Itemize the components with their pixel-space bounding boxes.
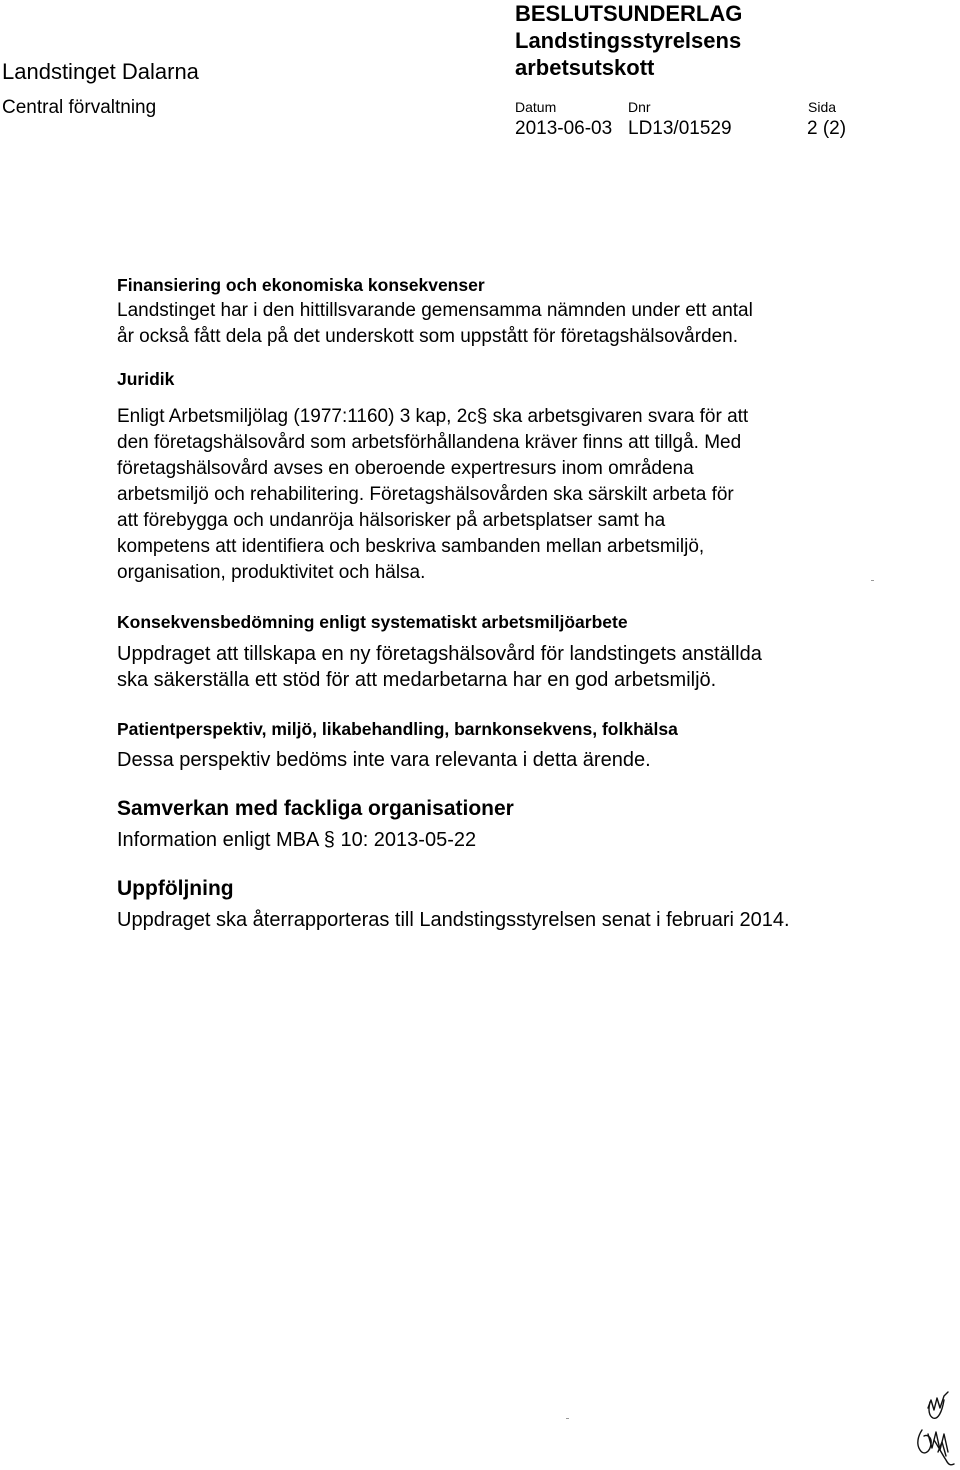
page-number: 2 (2) (807, 118, 847, 139)
scan-speck (566, 1418, 569, 1419)
section-heading: Juridik (117, 369, 175, 389)
date-value: 2013-06-03 (515, 118, 613, 139)
paragraph-line: Uppdraget ska återrapporteras till Landstingsstyrelsen senat i februari 2014. (117, 909, 790, 931)
section-heading: Uppföljning (117, 877, 234, 900)
section-paragraph (117, 404, 917, 586)
section-uppfoljning (117, 875, 917, 933)
paragraph-line: organisation, produktivitet och hälsa. (117, 562, 426, 583)
section-paragraph (117, 907, 917, 933)
paragraph-line: ska säkerställa ett stöd för att medarbetarna har en god arbetsmiljö. (117, 669, 717, 691)
section-patientperspektiv (117, 716, 917, 773)
paragraph-line: kompetens att identifiera och beskriva sambanden mellan arbetsmiljö, (117, 536, 705, 557)
paragraph-line: Enligt Arbetsmiljölag (1977:1160) 3 kap, 2c§ ska arbetsgivaren svara för att (117, 406, 749, 427)
date-label: Datum (515, 99, 557, 115)
paragraph-line: företagshälsovård avses en oberoende expertresurs inom områdena (117, 458, 694, 479)
section-heading: Finansiering och ekonomiska konsekvenser (117, 275, 485, 295)
section-samverkan (117, 795, 917, 853)
document-recipient-line-1: Landstingsstyrelsens (515, 28, 742, 53)
section-paragraph (117, 641, 917, 693)
paragraph-line: Information enligt MBA § 10: 2013-05-22 (117, 829, 477, 851)
section-heading: Samverkan med fackliga organisationer (117, 797, 514, 820)
scan-speck (871, 580, 874, 581)
paragraph-line: år också fått dela på det underskott som uppstått för företagshälsovården. (117, 326, 739, 347)
dnr-label: Dnr (628, 99, 651, 115)
document-type: BESLUTSUNDERLAG (515, 1, 743, 26)
paragraph-line: Uppdraget att tillskapa en ny företagshälsovård för landstingets anställda (117, 643, 762, 665)
section-heading: Patientperspektiv, miljö, likabehandling, barnkonsekvens, folkhälsa (117, 719, 678, 739)
paragraph-line: den företagshälsovård som arbetsförhållandena kräver finns att tillgå. Med (117, 432, 742, 453)
organization-name: Landstinget Dalarna (2, 59, 199, 84)
paragraph-line: Landstinget har i den hittillsvarande gemensamma nämnden under ett antal (117, 300, 753, 321)
section-konsekvensbedomning (117, 609, 917, 693)
dnr-value: LD13/01529 (628, 118, 732, 139)
section-paragraph (117, 298, 917, 350)
section-paragraph (117, 747, 917, 773)
paragraph-line: att förebygga och undanröja hälsorisker på arbetsplatser samt ha (117, 510, 666, 531)
document-body (117, 272, 917, 933)
paragraph-line: arbetsmiljö och rehabilitering. Företagshälsovården ska särskilt arbeta för (117, 484, 734, 505)
paragraph-line: Dessa perspektiv bedöms inte vara relevanta i detta ärende. (117, 749, 651, 771)
section-juridik (117, 366, 917, 586)
organization-department: Central förvaltning (2, 97, 157, 118)
document-recipient-line-2: arbetsutskott (515, 55, 655, 80)
section-heading: Konsekvensbedömning enligt systematiskt arbetsmiljöarbete (117, 612, 628, 632)
section-finansiering (117, 272, 917, 350)
handwritten-initials-signature (898, 1390, 958, 1468)
page-label: Sida (808, 99, 837, 115)
section-paragraph (117, 827, 917, 853)
